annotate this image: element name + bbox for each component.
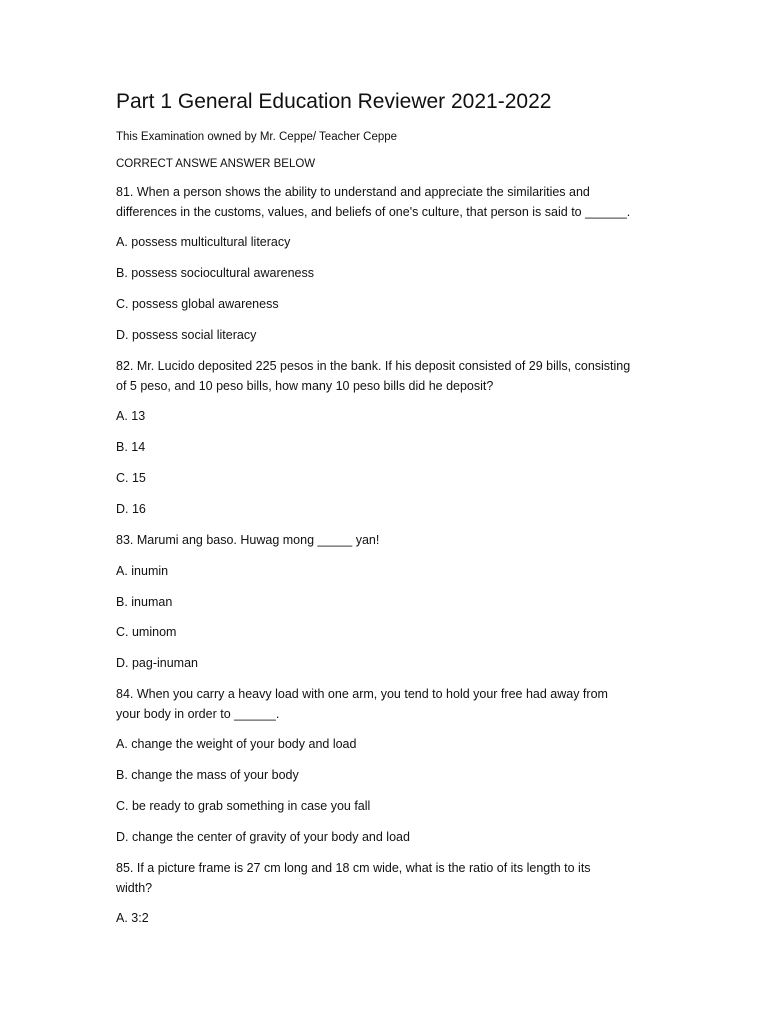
question-82-choice-c: C. 15 <box>116 471 146 485</box>
question-83-choice-d: D. pag-inuman <box>116 656 198 670</box>
question-84-choice-a: A. change the weight of your body and load <box>116 737 357 751</box>
question-84-choice-c: C. be ready to grab something in case you fall <box>116 799 371 813</box>
question-85-text-line1: 85. If a picture frame is 27 cm long and 18 cm wide, what is the ratio of its length to its <box>116 861 591 875</box>
question-84-choice-d: D. change the center of gravity of your body and load <box>116 830 410 844</box>
question-81-text-line1: 81. When a person shows the ability to understand and appreciate the similarities and <box>116 185 590 199</box>
question-82-text-line2: of 5 peso, and 10 peso bills, how many 10 peso bills did he deposit? <box>116 379 494 393</box>
question-82-choice-a: A. 13 <box>116 409 146 423</box>
question-84-text-line1: 84. When you carry a heavy load with one arm, you tend to hold your free had away from <box>116 687 608 701</box>
question-81-choice-a: A. possess multicultural literacy <box>116 235 291 249</box>
question-81-choice-d: D. possess social literacy <box>116 328 257 342</box>
question-85-choice-a: A. 3:2 <box>116 911 149 925</box>
question-83-choice-b: B. inuman <box>116 595 173 609</box>
question-82-choice-b: B. 14 <box>116 440 146 454</box>
question-81-choice-b: B. possess sociocultural awareness <box>116 266 315 280</box>
question-84-choice-b: B. change the mass of your body <box>116 768 299 782</box>
question-82-text-line1: 82. Mr. Lucido deposited 225 pesos in the bank. If his deposit consisted of 29 bills, consisting <box>116 359 631 373</box>
page-title: Part 1 General Education Reviewer 2021-2022 <box>116 90 552 113</box>
answer-note: CORRECT ANSWE ANSWER BELOW <box>116 158 316 170</box>
question-82-choice-d: D. 16 <box>116 502 146 516</box>
owner-line: This Examination owned by Mr. Ceppe/ Teacher Ceppe <box>116 131 398 143</box>
question-83-text: 83. Marumi ang baso. Huwag mong _____ yan! <box>116 533 380 547</box>
question-81-text-line2: differences in the customs, values, and beliefs of one's culture, that person is said to ______. <box>116 205 631 219</box>
question-83-choice-a: A. inumin <box>116 564 169 578</box>
question-84-text-line2: your body in order to ______. <box>116 707 280 721</box>
question-85-text-line2: width? <box>116 881 153 895</box>
question-83-choice-c: C. uminom <box>116 625 177 639</box>
question-81-choice-c: C. possess global awareness <box>116 297 279 311</box>
